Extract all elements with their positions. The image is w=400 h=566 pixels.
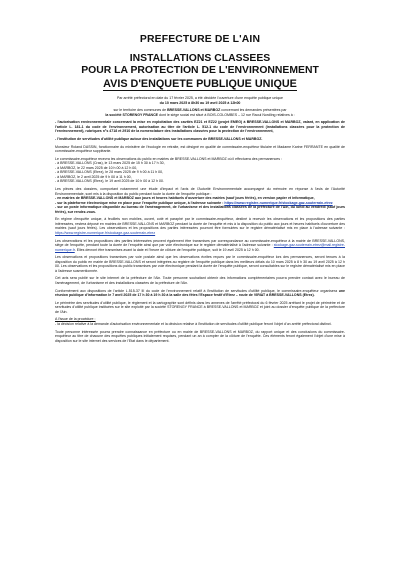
servitudes-perimeter-paragraph: Le périmètre des servitudes d'utilité publique, le règlement et la cartographie sont définis dans les annexes de l'arrêté préfectoral du 6 février 2025 arrêtant le projet de périmètre et de servitudes d'utilité publique instituées sur le site exploité par la société STORENGY FRANCE à BRESSE-VALLONS et MARBOZ et joint au dossier d'enquête publique de la préfecture de l'Ain. [55, 300, 345, 314]
correspondence-paragraph [55, 239, 345, 253]
object-authorisation: - l'autorisation environnementale concernant la mise en exploitation des cavités EZ21 et EZ22 (projet EMEG) à BRESSE-VALLONS et MARBOZ, valant, en application de l'article L. 181-1 du code de l'environnement, autorisation au titre de l'article L. 512-1 du code de l'environnement (installations classées pour la protection de l'environnement), rubriques n°s 4718 et 2910 de la nomenclature des installations classées pour la protection de l'environnement, [55, 120, 345, 134]
registry-link-2[interactable]: https://www.registre-numerique.fr/stockage-gaz-souterrain-etrez [55, 230, 156, 235]
company-name: la société STORENGY FRANCE [105, 112, 159, 117]
territory-text-c: concernant les demandes présentées par [220, 108, 287, 113]
title-line-2: POUR LA PROTECTION DE L'ENVIRONNEMENT [81, 64, 319, 76]
dossier-intro: Les pièces des dossiers, comportant notamment une étude d'impact et l'avis de l'Autorité Environnementale accompagné du mémoire en réponse à l'avis de l'Autorité Environnementale, sont mis à la disposition du public pendant toute la durée de l'enquête publique : [55, 187, 345, 196]
correspondence-text: Les observations et les propositions des parties intéressées peuvent également être transmises par correspondance au commissaire-enquêteur à la mairie de BRESSE-VALLONS, siège de l'enquête, pendant toute la durée de l'enquête ainsi que par voie électronique sur le registre dématérialisé à l'adresse suivante : [55, 238, 345, 247]
territory-text-a: sur le territoire des communes de [113, 108, 168, 113]
register-paragraph [55, 217, 345, 235]
company-address: dont le siège social est situé à BOIS-COLOMBES – 12 rue Raoul Nordling relatives à : [158, 112, 295, 117]
intro-territory [55, 108, 345, 117]
publication-paragraph: Cet avis sera publié sur le site internet de la préfecture de l'Ain. Toute personne souhaitant obtenir des informations complémentaires pourra prendre contact avec le bureau de l'aménagement, de l'urbanisme et des installations classées de la préfecture de l'Ain. [55, 276, 345, 285]
registry-link[interactable]: https://www.registre-numerique.fr/stockage-gaz-souterrain-etrez [224, 200, 333, 205]
outcome-decision: - la décision relative à la demande d'autorisation environnementale et la décision relative à l'institution de servitudes d'utilité publique feront l'objet d'un arrêté préfectoral distinct. [55, 321, 332, 326]
prefecture-heading: PREFECTURE DE L'AIN [139, 34, 261, 45]
permanence-item: - à MARBOZ, le 22 mars 2025 de 10 h 00 à 12 h 00, [55, 165, 138, 170]
object-servitudes: - l'institution de servitudes d'utilité publique autour des installations sur les communes de BRESSE-VALLONS et MARBOZ. [55, 137, 263, 142]
outcome-intro: A l'issue de la procédure : [55, 317, 96, 322]
report-access-paragraph: Toute personne intéressée pourra prendre connaissance en préfecture ou en mairie de BRESSE-VALLONS et MARBOZ, du rapport unique et des conclusions du commissaire-enquêteur au titre de chacune des enquêtes publiques initialement requises, pendant un an à compter de la clôture de l'enquête. Ces éléments feront également l'objet d'une mise à disposition sur le site internet des services de l'Etat dans le département. [55, 329, 345, 343]
dossier-block [55, 187, 345, 214]
public-meeting-paragraph [55, 289, 345, 298]
permanence-item: - à BRESSE-VALLONS (Cras), le 13 mars 2025 de 15 h 30 à 17 h 30, [55, 161, 165, 166]
commissioners-paragraph: Monsieur Roland DASSIN, fonctionnaire du ministère de l'écologie en retraite, est désigné en qualité de commissaire-enquêteur titulaire et Madame Karine FERRANTE en qualité de commissaire-enquêteur suppléante. [55, 144, 345, 154]
intro-text: Par arrêté préfectoral en date du 17 février 2025, a été décidée l'ouverture d'une enquête publique unique [116, 96, 283, 100]
title-line-1: INSTALLATIONS CLASSEES [129, 53, 271, 64]
registry-email-link[interactable]: stockage-gaz-souterrain-etrez@mail.registre-numerique.fr [55, 243, 345, 252]
notice-title-wrap [0, 78, 400, 91]
register-text: En régime d'enquête unique, à feuillets non mobiles, ouvert, coté et paraphé par le commissaire-enquêteur, destiné à recevoir les observations et les propositions des parties intéressées, restera déposé en mairies de BRESSE-VALLONS et MARBOZ pendant la durée de l'enquête et mis à la disposition du public aux jours et heures habituels d'ouverture des mairies (sauf jours fériés). Les observations et les propositions des parties intéressées pourront être formulées sur le registre dématérialisé mis en place à l'adresse suivante : [55, 217, 345, 231]
dossier-platform-text: - sur la plateforme électronique mise en place pour l'enquête publique unique, à l'adresse suivante : [55, 200, 225, 205]
outcome-block [55, 317, 345, 326]
enquiry-dates: du 10 mars 2025 à 8h30 au 19 avril 2025 à 12h00 [159, 100, 241, 105]
permanences-intro: Le commissaire-enquêteur recevra les observations du public en mairies de BRESSE-VALLONS et MARBOZ où il effectuera des permanences : [55, 156, 282, 161]
title-block [0, 53, 400, 76]
public-meeting-text: Conformément aux dispositions de l'article L.515-37 III du code de l'environnement relatif à l'institution de servitudes d'utilité publique, le commissaire-enquêteur organisera [55, 288, 339, 293]
notice-body [55, 96, 345, 346]
permanences-block [55, 157, 345, 184]
dossier-mairies: - en mairies de BRESSE-VALLONS et MARBOZ aux jours et heures habituels d'ouverture des mairies (sauf jours fériés), en version papier et informatique, [55, 196, 315, 201]
notice-title: AVIS D'ENQUETE PUBLIQUE UNIQUE [103, 78, 297, 90]
permanence-item: - à BRESSE-VALLONS (Etrez), le 28 mars 2025 de 9 h 00 à 11 h 00, [55, 170, 164, 175]
intro-line [55, 96, 345, 105]
permanence-item: - à BRESSE-VALLONS (Etrez), le 19 avril 2025 de 10 h 00 à 12 h 00. [55, 179, 164, 184]
postal-observations-paragraph: Les observations et propositions transmises par voie postale ainsi que les observations écrites reçues par le commissaire-enquêteur lors des permanences, seront tenues à la disposition du public en mairie de BRESSE-VALLONS et seront intégrées au registre de l'enquête publique dans les meilleurs délais du 10 mars 2025 à 8 h 30 au 19 avril 2025 à 12 h 00. Les observations et les propositions du public transmises par voie électronique pendant la durée de l'enquête publique, seront consultables sur le registre dématérialisé mis en place à l'adresse susmentionnée. [55, 255, 345, 273]
territory-communes: BRESSE-VALLONS et MARBOZ [167, 108, 221, 113]
dossier-computer: - sur un poste informatique disponible au bureau de l'aménagement, de l'urbanisme et des installations classées de la préfecture de l'Ain, du lundi au vendredi (sauf jours fériés), sur rendez-vous. [55, 205, 345, 214]
public-meeting-details: une réunion publique d'information le 7 avril 2025 de 17 h 30 à 19 h 30 à la salle des fêtes l'Espace festif d'Etrez – route de VIRIAT à BRESSE-VALLONS (Etrez). [55, 288, 345, 298]
correspondence-deadline: . Elles devront être transmises avant la date et l'heure de clôture de l'enquête publique, soit le 19 avril 2025 à 12 h 00. [74, 247, 260, 252]
permanence-item: - à MARBOZ, le 2 avril 2025 de 9 h 00 à 11 h 00, [55, 174, 132, 179]
